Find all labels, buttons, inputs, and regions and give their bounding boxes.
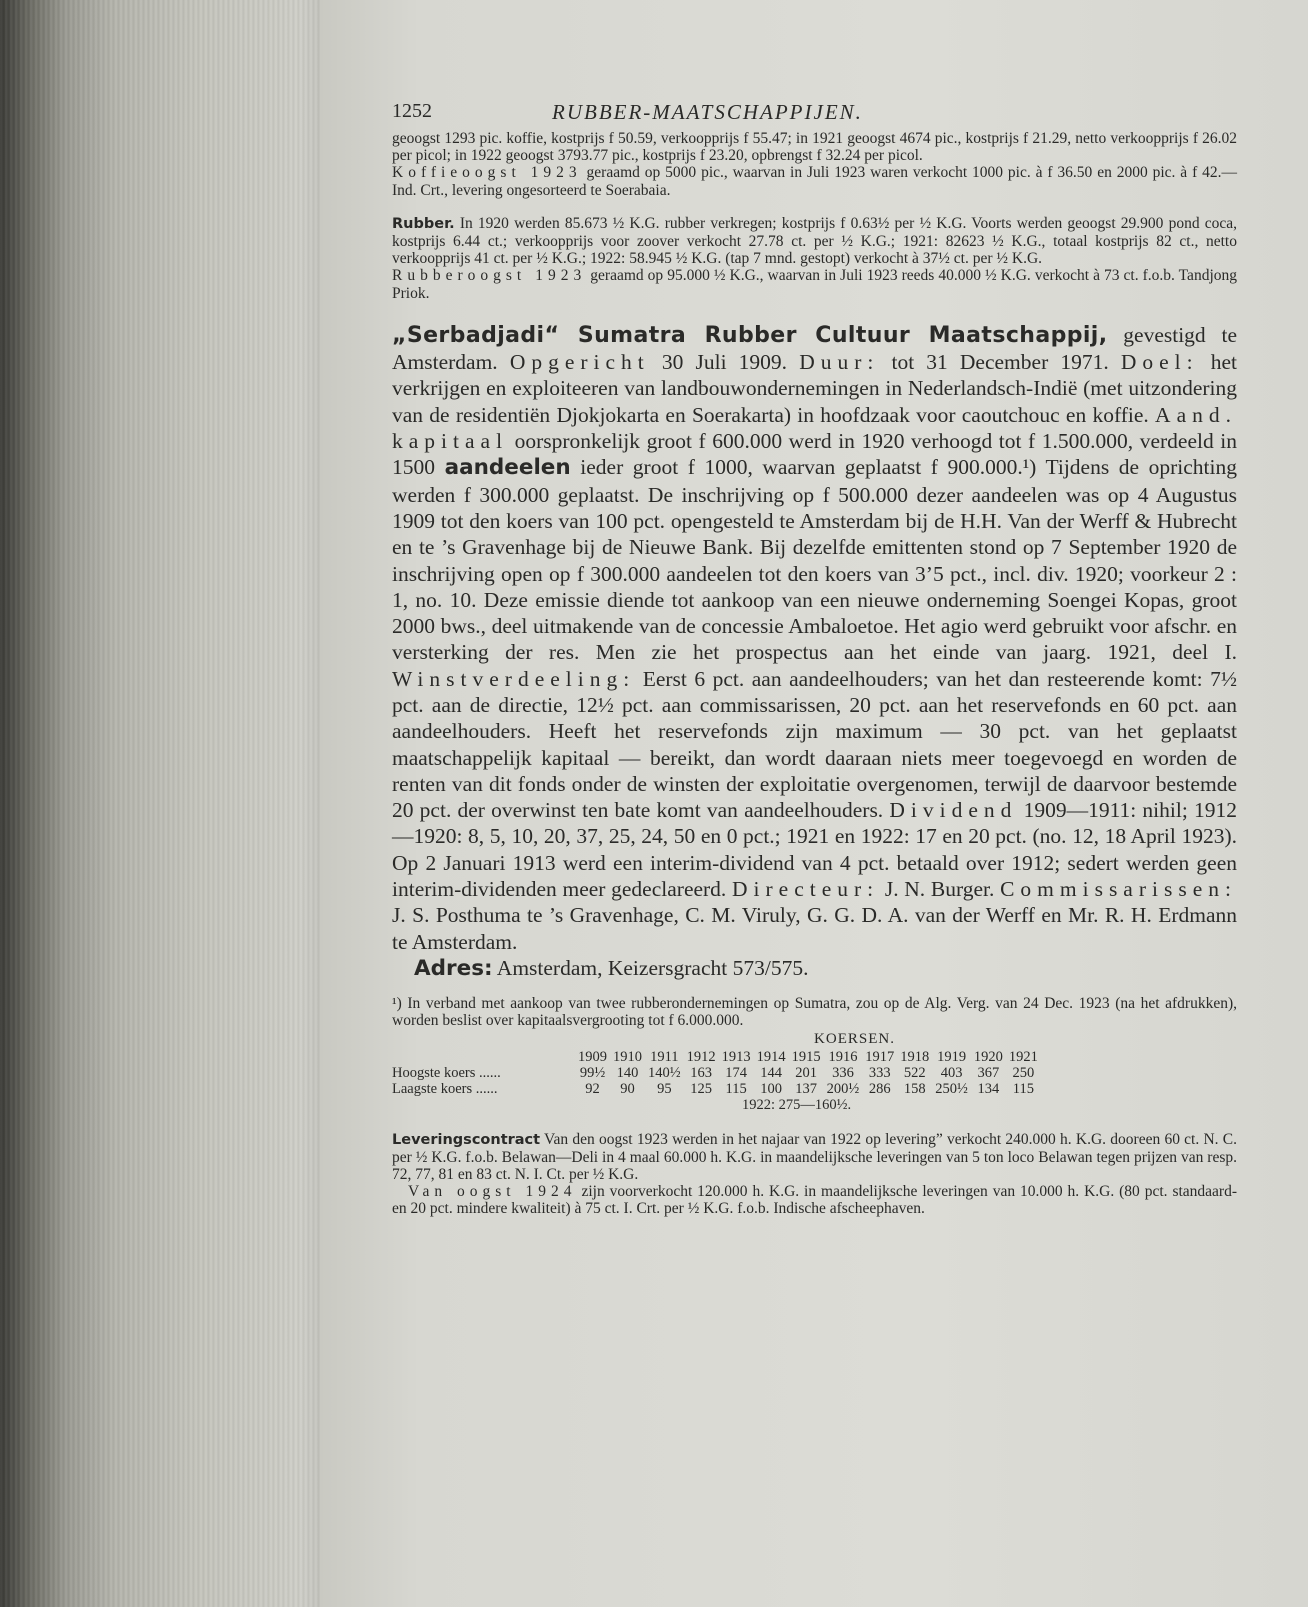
company-name: „Serbadjadi“ Sumatra Rubber Cultuur Maatschappij, (392, 322, 1108, 348)
value-cell: 125 (690, 1081, 712, 1098)
paragraph-koffieoogst (392, 164, 1237, 198)
text-contract: Van den oogst 1923 werden in het najaar van 1922 op levering” verkocht 240.000 h. K.G. dooreen 60 ct. N. C. per ½ K.G. f.o.b. Belawan—Deli in 4 maal 60.000 h. K.G. in maandelijksche leveringen van 5 ton loco Belawan tegen prijzen van resp. 72, 77, 81 en 83 ct. N. I. Ct. per ½ K.G. (392, 1131, 1237, 1184)
company-text: 1909—1911: nihil; 1912—1920: 8, 5, 10, 20, 37, 25, 24, 50 en 0 pct.; 1921 en 1922: 17 en 20 pct. (no. 12, 18 April 1923). Op 2 Januari 1913 werd een interim-dividend van 4 pct. betaald over 1912; sedert werden geen interim-dividenden meer gedeclareerd. (392, 798, 1237, 902)
year-cell: 1915 (791, 1049, 821, 1066)
year-cell: 1919 (937, 1049, 967, 1066)
year-cell: 1921 (1008, 1049, 1038, 1066)
year-cell: 1912 (686, 1049, 716, 1066)
year-cell: 1917 (865, 1049, 895, 1066)
address-line (414, 955, 1237, 982)
value-cell: 367 (977, 1065, 1000, 1082)
company-entry (392, 322, 1237, 982)
koersen-1922: 1922: 275—160½. (742, 1097, 852, 1114)
value-cell: 158 (903, 1081, 926, 1098)
company-text: J. S. Posthuma te ’s Gravenhage, C. M. Viruly, G. G. D. A. van der Werff en Mr. R. H. Erdmann te Amsterdam. (392, 903, 1237, 954)
label-winstverdeeling: Winstverdeeling: (392, 666, 636, 691)
koersen-title: KOERSEN. (814, 1031, 895, 1048)
value-cell: 144 (760, 1065, 782, 1082)
value-cell: 140½ (648, 1065, 681, 1082)
company-text: gevestigd te Amsterdam. (392, 322, 1237, 375)
year-cell: 1914 (756, 1049, 786, 1066)
value-cell: 99½ (579, 1065, 606, 1082)
label-directeur: Directeur: (732, 877, 880, 902)
value-cell: 137 (795, 1081, 817, 1098)
leveringscontract-section (392, 1131, 1237, 1217)
book-page-edges (0, 0, 330, 1607)
book-page (320, 0, 1308, 1607)
label-leveringscontract: Leveringscontract (392, 1132, 541, 1149)
year-cell: 1909 (578, 1049, 607, 1066)
value-cell: 95 (657, 1081, 672, 1098)
label-dividend: Dividend (889, 798, 1018, 823)
value-cell: 201 (795, 1065, 817, 1082)
koersen-hoogste-row (392, 1065, 1041, 1081)
label-kapitaal: Aand. kapitaal (392, 402, 1237, 454)
label-opgericht: Opgericht (509, 350, 650, 375)
paragraph-oogst-1924 (392, 1183, 1237, 1217)
page-number: 1252 (392, 100, 432, 122)
label-aandeelen: aandeelen (444, 455, 571, 481)
value-cell: 336 (832, 1065, 854, 1082)
year-cell: 1916 (828, 1049, 858, 1066)
label-rubberoogst: Rubberoogst 1923 (392, 267, 587, 285)
value-cell: 250½ (935, 1081, 968, 1098)
value-cell: 140 (616, 1065, 639, 1082)
label-oogst-1924: Van oogst 1924 (408, 1183, 577, 1201)
value-cell: 92 (585, 1081, 600, 1098)
value-cell: 333 (868, 1065, 891, 1082)
label-doel: Doel: (1120, 350, 1199, 375)
value-cell: 115 (725, 1081, 747, 1098)
value-cell: 403 (940, 1065, 963, 1082)
year-cell: 1918 (900, 1049, 930, 1066)
footnote: ¹) In verband met aankoop van twee rubberondernemingen op Sumatra, zou op de Alg. Verg. van 24 Dec. 1923 (na het afdrukken), worden beslist over kapitaalsvergrooting tot f 6.000.000. (392, 995, 1237, 1029)
koersen-years-row (392, 1049, 1041, 1065)
text-koffieoogst: geraamd op 5000 pic., waarvan in Juli 1923 waren verkocht 1000 pic. à f 36.50 en 2000 pic. à f 42.— Ind. Crt., levering ongesorteerd te Soerabaia. (392, 164, 1237, 199)
text-rubber: In 1920 werden 85.673 ½ K.G. rubber verkregen; kostprijs f 0.63½ per ½ K.G. Voorts werden geoogst 29.900 pond coca, kostprijs 6.44 ct.; verkoopprijs voor zoover verkocht 27.78 ct. per ½ K.G.; 1921: 82623 ½ K.G., totaal kostprijs 82 ct., netto verkoopprijs 41 ct. per ½ K.G.; 1922: 58.945 ½ K.G. (tap 7 mnd. gestopt) verkocht à 37½ ct. per ½ K.G. (392, 214, 1237, 268)
value-cell: 115 (1012, 1081, 1034, 1098)
value-cell: 100 (760, 1081, 782, 1098)
value-cell: 522 (903, 1065, 926, 1082)
paragraph-koffie: geoogst 1293 pic. koffie, kostprijs f 50.59, verkoopprijs f 55.47; in 1921 geoogst 4674 pic., kostprijs f 21.29, netto verkoopprijs f 26.02 per picol; in 1922 geoogst 3793.77 pic., kostprijs f 23.20, opbrengst f 32.24 per picol. (392, 130, 1237, 165)
paragraph-rubber (392, 215, 1237, 268)
company-text: het verkrijgen en exploiteeren van landbouwondernemingen in Nederlandsch-Indië (met uitzondering van de residentiën Djokjokarta en Soerakarta) in hoofdzaak voor caoutchouc en koffie. (392, 350, 1238, 427)
label-duur: Duur: (799, 350, 880, 375)
top-section (392, 130, 1237, 302)
value-cell: 250 (1012, 1065, 1035, 1082)
address-value: Amsterdam, Keizersgracht 573/575. (492, 955, 809, 980)
paragraph-rubberoogst (392, 267, 1237, 301)
company-text: oorspronkelijk groot f 600.000 werd in 1920 verhoogd tot f 1.500.000, verdeeld in 1500 (392, 429, 1237, 480)
company-text: J. N. Burger. (879, 877, 1001, 902)
year-cell: 1910 (613, 1049, 642, 1066)
year-cell: 1911 (650, 1049, 679, 1066)
year-cell: 1913 (721, 1049, 751, 1066)
company-text: tot 31 December 1971. (879, 350, 1121, 375)
paragraph-contract (392, 1131, 1237, 1183)
value-cell: 90 (620, 1081, 635, 1098)
value-cell: 200½ (826, 1081, 860, 1098)
value-cell: 163 (690, 1065, 712, 1082)
text-oogst-1924: zijn voorverkocht 120.000 h. K.G. in maandelijksche leveringen van 10.000 h. K.G. (80 pct. standaard- en 20 pct. mindere kwaliteit) à 75 ct. I. Crt. per ½ K.G. f.o.b. Indische afscheephaven. (392, 1183, 1237, 1218)
label-rubber: Rubber. (392, 215, 455, 232)
page-header (392, 96, 1237, 130)
label-adres: Adres: (414, 955, 493, 981)
company-text: Eerst 6 pct. aan aandeelhouders; van het dan resteerende komt: 7½ pct. aan de directie, 12½ pct. aan commissarissen, 20 pct. aan het reservefonds en 60 pct. aan aandeelhouders. Heeft het reservefonds zijn maximum — 30 pct. van het geplaatst maatschappelijk kapitaal — bereikt, dan wordt daaraan niets meer toegevoegd en worden de renten van dit fonds onder de winsten der exploitatie overgenomen, terwijl de daarvoor bestemde 20 pct. der overwinst ten bate komt van aandeelhouders. (392, 666, 1237, 823)
row-label: Laagste koers ...... (392, 1081, 498, 1098)
row-label: Hoogste koers ...... (392, 1065, 501, 1082)
label-commissarissen: Commissarissen: (1000, 877, 1237, 902)
company-text: ieder groot f 1000, waarvan geplaatst f 900.000.¹) Tijdens de oprichting werden f 300.000 geplaatst. De inschrijving op f 500.000 dezer aandeelen was op 4 Augustus 1909 tot den koers van 100 pct. opengesteld te Amsterdam bij de H.H. Van der Werff & Hubrecht en te ’s Gravenhage bij de Nieuwe Bank. Bij dezelfde emittenten stond op 7 September 1920 de inschrijving open op f 300.000 aandeelen tot den koers van 3’5 pct., incl. div. 1920; voorkeur 2 : 1, no. 10. Deze emissie diende tot aankoop van een nieuwe onderneming Soengei Kopas, groot 2000 bws., deel uitmakende van de concessie Ambaloetoe. Het agio werd gebruikt voor afschr. en versterking der res. Men zie het prospectus aan het einde van jaarg. 1921, deel I. (392, 455, 1237, 665)
page-content (392, 96, 1237, 1217)
value-cell: 134 (977, 1081, 1000, 1098)
koersen-table (392, 1049, 1041, 1097)
value-cell: 174 (725, 1065, 747, 1082)
value-cell: 286 (868, 1081, 891, 1098)
label-koffieoogst: Koffieoogst 1923 (392, 164, 582, 182)
company-text: 30 Juli 1909. (649, 350, 800, 375)
koersen-laagste-row (392, 1081, 1041, 1097)
running-head: RUBBER-MAATSCHAPPIJEN. (552, 100, 863, 124)
text-rubberoogst: geraamd op 95.000 ½ K.G., waarvan in Juli 1923 reeds 40.000 ½ K.G. verkocht à 73 ct. f.o.b. Tandjong Priok. (392, 267, 1237, 302)
year-cell: 1920 (973, 1049, 1003, 1066)
